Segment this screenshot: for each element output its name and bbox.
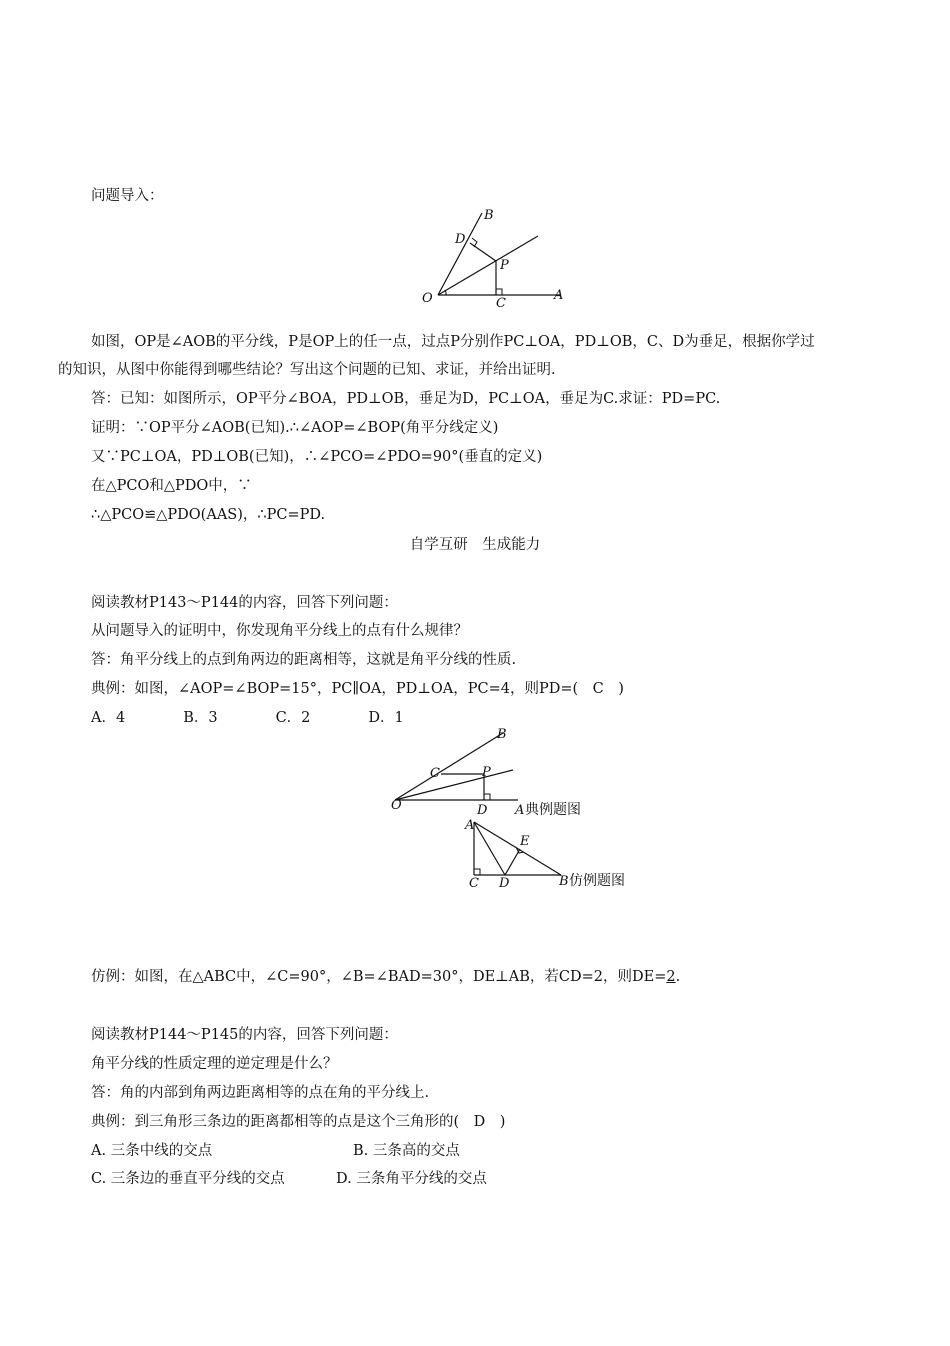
label-c: C [496, 296, 506, 310]
angle-arc [445, 290, 446, 295]
right-angle-c [496, 289, 502, 295]
label-o: O [391, 798, 402, 813]
side-ab [474, 822, 561, 875]
part2-example: 典例：到三角形三条边的距离都相等的点是这个三角形的( D ) [91, 1114, 506, 1130]
caption-example: 典例题图 [525, 802, 581, 818]
segment-pd [470, 243, 496, 261]
option-d: D. 三条角平分线的交点 [336, 1171, 487, 1187]
right-angle-d [484, 794, 490, 800]
part2-answer: 答：角的内部到角两边距离相等的点在角的平分线上. [91, 1085, 430, 1101]
caption-imitation: 仿例题图 [569, 873, 625, 889]
section-title: 自学互研 生成能力 [409, 537, 541, 553]
question-line-2: 的知识，从图中你能得到哪些结论？写出这个问题的已知、求证，并给出证明. [58, 362, 556, 378]
segment-de [505, 849, 520, 875]
option-c: C. 三条边的垂直平分线的交点 [91, 1171, 285, 1187]
label-a: A [554, 288, 564, 303]
proof-line-1: 证明：∵OP平分∠AOB(已知).∴∠AOP=∠BOP(角平分线定义) [91, 420, 499, 436]
figure-example [385, 725, 625, 895]
intro-heading: 问题导入： [91, 188, 164, 204]
bisector-op [438, 236, 538, 295]
part1-answer: 答：角平分线上的点到角两边的距离相等，这就是角平分线的性质. [91, 652, 517, 668]
proof-line-4: ∴△PCO≌△PDO(AAS)，∴PC=PD. [91, 507, 326, 523]
right-angle-d [472, 238, 477, 247]
label-c2: C [469, 876, 479, 891]
answer-given: 答：已知：如图所示，OP平分∠BOA，PD⊥OB，垂足为D，PC⊥OA，垂足为C.求证：PD=PC. [91, 391, 721, 407]
label-b2: B [559, 874, 569, 889]
label-p: P [500, 258, 509, 273]
label-p: P [482, 765, 491, 780]
label-b: B [484, 208, 494, 223]
part2-read: 阅读教材P144～P145的内容，回答下列问题： [91, 1027, 398, 1043]
imitation-end: . [675, 969, 681, 985]
imitation-example [91, 967, 680, 987]
label-c: C [430, 766, 440, 781]
part1-example: 典例：如图，∠AOP=∠BOP=15°，PC∥OA，PD⊥OA，PC=4，则PD=( C ) [91, 681, 624, 697]
part2-question: 角平分线的性质定理的逆定理是什么？ [91, 1056, 338, 1072]
label-a2: A [465, 818, 475, 833]
label-e: E [520, 834, 530, 849]
figure-angle-bisector [410, 205, 580, 310]
option-b: B. 三条高的交点 [353, 1143, 460, 1159]
part1-question: 从问题导入的证明中，你发现角平分线上的点有什么规律？ [91, 623, 468, 639]
imitation-answer: 2 [666, 969, 676, 985]
label-a: A [515, 803, 525, 818]
proof-line-2: 又∵PC⊥OA，PD⊥OB(已知)，∴∠PCO=∠PDO=90°(垂直的定义) [91, 449, 543, 465]
part1-options: A．4 B．3 C．2 D．1 [91, 710, 404, 726]
label-d2: D [499, 876, 510, 891]
question-line-1: 如图，OP是∠AOB的平分线，P是OP上的任一点，过点P分别作PC⊥OA，PD⊥OB，C、D为垂足，根据你学过 [91, 334, 815, 350]
imitation-text: 仿例：如图，在△ABC中，∠C=90°，∠B=∠BAD=30°，DE⊥AB，若CD=2，则DE= [91, 969, 667, 985]
label-d: D [455, 232, 466, 247]
right-angle-c [474, 869, 480, 875]
label-o: O [422, 291, 433, 306]
proof-line-3: 在△PCO和△PDO中，∵ [91, 478, 252, 494]
part1-read: 阅读教材P143～P144的内容，回答下列问题： [91, 595, 398, 611]
option-a: A. 三条中线的交点 [91, 1143, 213, 1159]
segment-ad [474, 822, 505, 875]
label-d: D [477, 803, 488, 818]
label-b: B [497, 727, 507, 742]
